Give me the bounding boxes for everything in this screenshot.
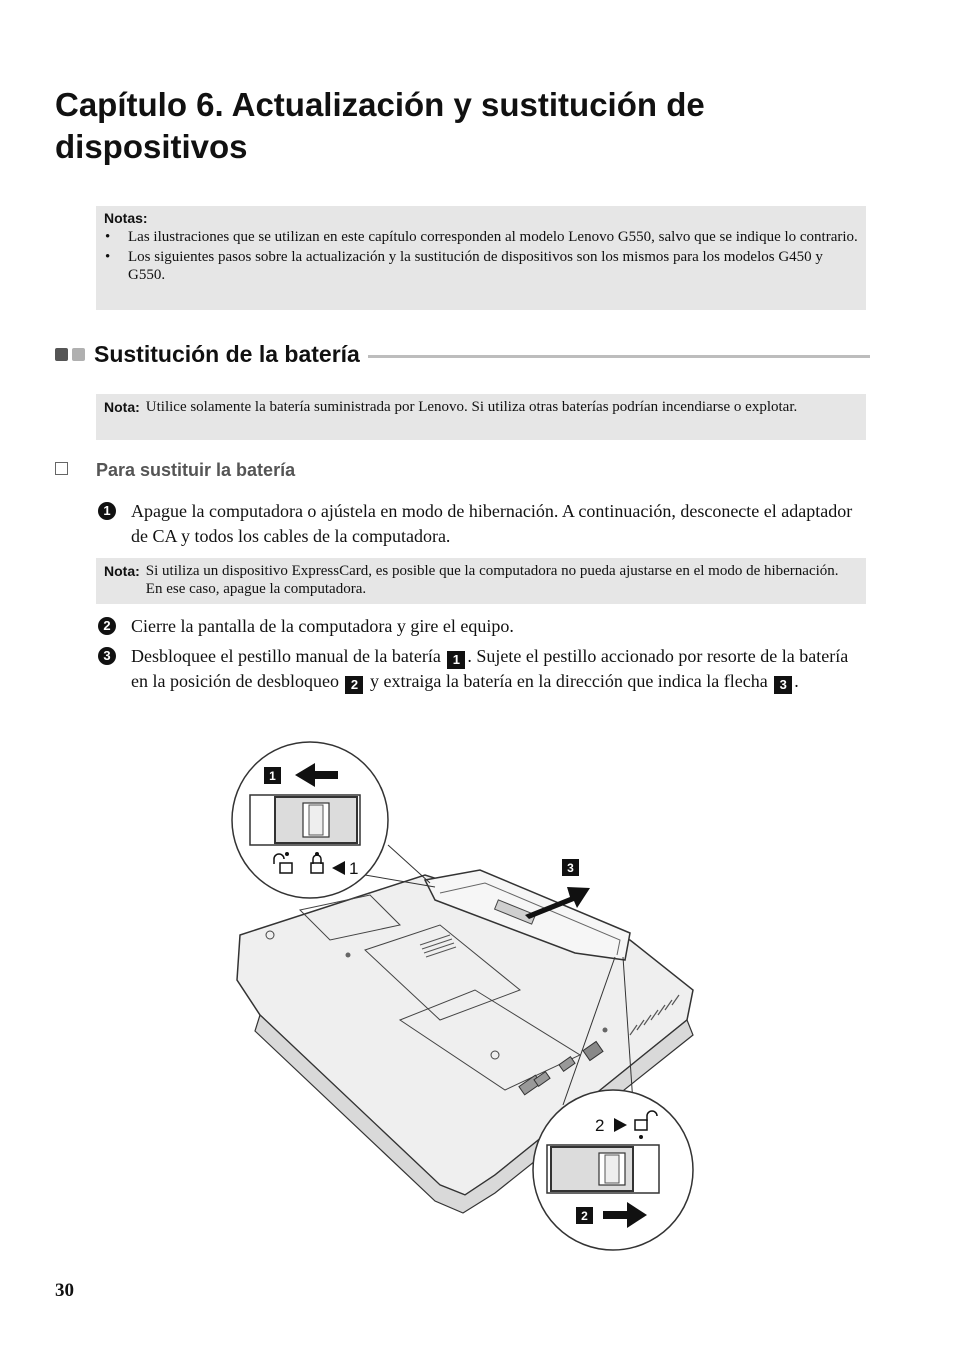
bullet-icon: •: [105, 249, 111, 265]
chapter-title: Capítulo 6. Actualización y sustitución de dispositivos: [55, 86, 705, 165]
notes-item: [104, 228, 858, 246]
step1-note: [96, 558, 866, 604]
figure-callout-2-label: 2: [581, 1209, 588, 1223]
notes-list: [104, 228, 858, 284]
step-number: 1: [98, 502, 116, 520]
note-label: Nota:: [104, 563, 140, 579]
step-text-part: .: [794, 671, 799, 691]
step-number: 3: [98, 647, 116, 665]
step-text-part: . Sujete el pestillo accionado por resorte de la batería en la posición de desbloqueo: [131, 646, 849, 691]
page-number: 30: [55, 1280, 74, 1301]
section-heading: [55, 339, 870, 369]
latch-2-label: 2: [595, 1116, 605, 1135]
section-square-icon: [72, 348, 85, 361]
notes-item: [104, 248, 858, 284]
callout-2: 2: [345, 676, 363, 694]
figure-callout-1-label: 1: [269, 769, 276, 783]
note-text: Utilice solamente la batería suministrada por Lenovo. Si utiliza otras baterías podrían incendiarse o explotar.: [145, 399, 798, 415]
bullet-icon: •: [105, 229, 111, 245]
square-bullet-icon: [55, 462, 68, 475]
section-square-icon: [55, 348, 68, 361]
step-text: Apague la computadora o ajústela en modo de hibernación. A continuación, desconecte el adaptador de CA y todos los cables de la computadora.: [131, 501, 853, 546]
subsection-title: [55, 460, 295, 481]
step-text-part: y extraiga la batería en la dirección que indica la flecha: [365, 671, 768, 691]
notes-item-text: Los siguientes pasos sobre la actualización y la sustitución de dispositivos son los mismos para los modelos G450 y G550.: [128, 249, 823, 283]
step-3: [98, 644, 868, 694]
callout-1: 1: [447, 651, 465, 669]
battery-note: [96, 394, 866, 440]
step-1: [98, 499, 868, 549]
section-rule: [368, 355, 870, 358]
note-text: Si utiliza un dispositivo ExpressCard, es posible que la computadora no pueda ajustarse en el modo de hibernación. En ese caso, apague la computadora.: [145, 563, 839, 597]
zoom-circle-latch-1: [232, 742, 435, 898]
notes-item-text: Las ilustraciones que se utilizan en este capítulo corresponden al modelo Lenovo G550, salvo que se indique lo contrario.: [128, 229, 858, 245]
notes-heading: Notas:: [104, 210, 148, 226]
step-text-part: Desbloquee el pestillo manual de la batería: [131, 646, 441, 666]
step-text: Cierre la pantalla de la computadora y gire el equipo.: [131, 616, 514, 636]
battery-removal-illustration: [225, 735, 700, 1255]
latch-1-label: 1: [349, 859, 359, 878]
step-text: [131, 644, 868, 694]
section-title: Sustitución de la batería: [94, 340, 360, 367]
callout-3: 3: [774, 676, 792, 694]
notes-box: [96, 206, 866, 310]
note-label: Nota:: [104, 399, 140, 415]
step-2: [98, 614, 868, 639]
step-number: 2: [98, 617, 116, 635]
figure-callout-3-label: 3: [567, 861, 574, 875]
subsection-title-text: Para sustituir la batería: [96, 460, 296, 480]
